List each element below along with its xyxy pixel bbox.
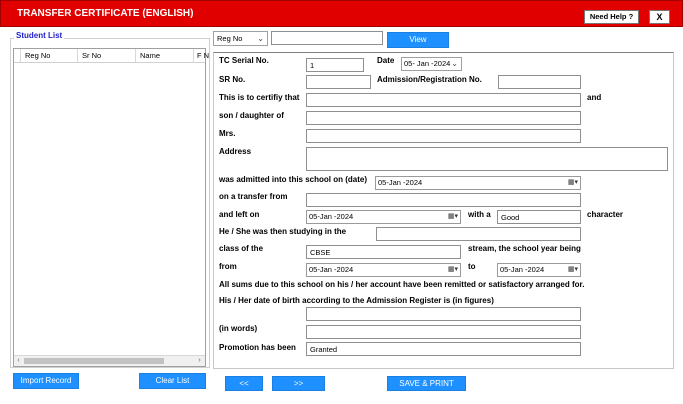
to-date-value: 05-Jan -2024: [500, 265, 545, 274]
studying-label: He / She was then studying in the: [219, 227, 347, 236]
promotion-input[interactable]: Granted: [306, 342, 581, 356]
date-label: Date: [377, 56, 395, 65]
dob-words-input[interactable]: [306, 325, 581, 339]
son-daughter-label: son / daughter of: [219, 111, 284, 120]
to-date-picker[interactable]: [497, 263, 581, 277]
from-date-picker[interactable]: [306, 263, 461, 277]
address-label: Address: [219, 147, 252, 156]
studying-class-input[interactable]: [376, 227, 581, 241]
chevron-down-icon: ⌄: [451, 59, 458, 68]
left-on-date-value: 05-Jan -2024: [309, 212, 354, 221]
sr-no-input[interactable]: [306, 75, 371, 89]
search-type-value: Reg No: [217, 34, 243, 43]
admitted-date-value: 05-Jan -2024: [378, 178, 423, 187]
student-list-title: Student List: [16, 31, 63, 40]
left-on-date-picker[interactable]: [306, 210, 461, 224]
title-bar: [0, 0, 683, 27]
with-a-label: with a: [468, 210, 491, 219]
tc-serial-input[interactable]: 1: [306, 58, 364, 72]
admission-input[interactable]: [498, 75, 581, 89]
father-name-input[interactable]: [306, 111, 581, 125]
admitted-label: was admitted into this school on (date): [219, 175, 368, 184]
tc-serial-label: TC Serial No.: [219, 56, 269, 65]
transfer-from-label: on a transfer from: [219, 192, 288, 201]
board-input[interactable]: CBSE: [306, 245, 461, 259]
calendar-icon[interactable]: ▦▾: [567, 266, 578, 273]
calendar-icon[interactable]: ▦▾: [447, 266, 458, 273]
scroll-right-icon[interactable]: ›: [198, 357, 201, 364]
dob-figures-input[interactable]: [306, 307, 581, 321]
sr-no-label: SR No.: [219, 75, 246, 84]
horizontal-scrollbar[interactable]: [14, 355, 205, 366]
view-button[interactable]: View: [387, 32, 449, 48]
mother-name-input[interactable]: [306, 129, 581, 143]
class-of-the-label: class of the: [219, 244, 264, 253]
search-type-select[interactable]: [213, 31, 268, 46]
stream-label: stream, the school year being: [468, 244, 581, 253]
dob-label: His / Her date of birth according to the Admission Register is (in figures): [219, 296, 494, 305]
date-value: 05- Jan -2024: [404, 59, 451, 68]
save-print-button[interactable]: SAVE & PRINT: [387, 376, 466, 391]
window-title: TRANSFER CERTIFICATE (ENGLISH): [17, 8, 194, 19]
promotion-label: Promotion has been: [219, 343, 296, 352]
address-input[interactable]: [306, 147, 668, 171]
certify-label: This is to certifiy that: [219, 93, 300, 102]
dues-statement: All sums due to this school on his / her account have been remitted or satisfactory arranged for.: [219, 280, 585, 289]
to-label: to: [468, 262, 476, 271]
scroll-left-icon[interactable]: ‹: [17, 357, 20, 364]
search-input[interactable]: [271, 31, 383, 45]
student-list[interactable]: [13, 48, 210, 367]
and-label: and: [587, 93, 602, 102]
in-words-label: (in words): [219, 324, 258, 333]
transfer-from-input[interactable]: [306, 193, 581, 207]
from-label: from: [219, 262, 237, 271]
close-button[interactable]: X: [649, 10, 670, 24]
column-header-reg-no[interactable]: Reg No: [25, 51, 51, 60]
character-input[interactable]: Good: [497, 210, 581, 224]
clear-list-button[interactable]: Clear List: [139, 373, 206, 389]
left-on-label: and left on: [219, 210, 260, 219]
column-header-father-name[interactable]: F N: [197, 51, 210, 60]
column-header-sr-no[interactable]: Sr No: [82, 51, 102, 60]
character-label: character: [587, 210, 624, 219]
student-list-header: [14, 49, 210, 63]
date-select[interactable]: [401, 57, 462, 71]
calendar-icon[interactable]: ▦▾: [447, 213, 458, 220]
admission-label: Admission/Registration No.: [377, 75, 482, 84]
chevron-down-icon: ⌄: [257, 34, 264, 43]
column-header-name[interactable]: Name: [140, 51, 161, 60]
calendar-icon[interactable]: ▦▾: [567, 179, 578, 186]
mrs-label: Mrs.: [219, 129, 236, 138]
next-record-button[interactable]: >>: [272, 376, 325, 391]
student-name-input[interactable]: [306, 93, 581, 107]
previous-record-button[interactable]: <<: [225, 376, 263, 391]
admitted-date-picker[interactable]: [375, 176, 581, 190]
scrollbar-thumb[interactable]: [24, 358, 164, 364]
import-record-button[interactable]: Import Record: [13, 373, 79, 389]
from-date-value: 05-Jan -2024: [309, 265, 354, 274]
need-help-button[interactable]: Need Help ?: [584, 10, 639, 24]
